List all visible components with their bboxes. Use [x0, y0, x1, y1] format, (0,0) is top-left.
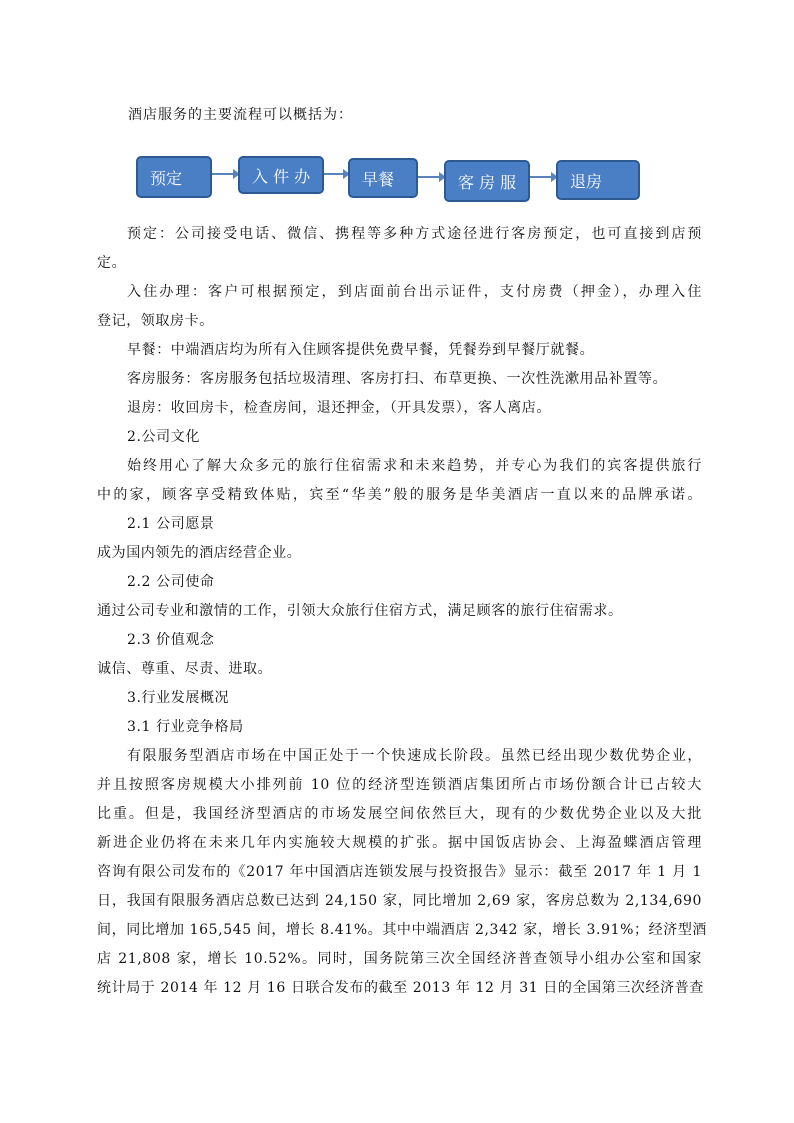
paragraph-line: 中的家，顾客享受精致体贴，宾至“华美”般的服务是华美酒店一直以来的品牌承诺。 — [97, 487, 702, 503]
section-heading: 3.1 行业竞争格局 — [127, 719, 244, 735]
paragraph-line: 始终用心了解大众多元的旅行住宿需求和未来趋势，并专心为我们的宾客提供旅行 — [127, 458, 702, 474]
body-text — [97, 220, 708, 1003]
paragraph-line: 早餐：中端酒店均为所有入住顾客提供免费早餐，凭餐券到早餐厅就餐。 — [127, 342, 595, 358]
paragraph-line: 预定：公司接受电话、微信、携程等多种方式途径进行客房预定，也可直接到店预 — [127, 226, 702, 242]
flow-step-breakfast: 早餐 — [348, 158, 418, 198]
paragraph-line: 比重。但是，我国经济型酒店的市场发展空间依然巨大，现有的少数优势企业以及大批 — [97, 806, 702, 822]
paragraph-line: 咨询有限公司发布的《2017 年中国酒店连锁发展与投资报告》显示：截至 2017 年 1 月 1 — [97, 864, 702, 880]
paragraph-line: 新进企业仍将在未来几年内实施较大规模的扩张。据中国饭店协会、上海盈蝶酒店管理 — [97, 835, 702, 851]
flow-step-checkout: 退房 — [556, 160, 640, 200]
paragraph-line: 登记，领取房卡。 — [97, 313, 214, 329]
flow-arrow — [324, 173, 348, 175]
section-heading: 3.行业发展概况 — [127, 690, 230, 706]
paragraph-line: 日，我国有限服务酒店总数已达到 24,150 家，同比增加 2,69 家，客房总数为 2,134,690 — [97, 893, 702, 909]
flow-step-room-service: 客 房 服 — [444, 160, 530, 202]
flow-arrow — [418, 176, 444, 178]
paragraph-line: 有限服务型酒店市场在中国正处于一个快速成长阶段。虽然已经出现少数优势企业， — [127, 748, 702, 764]
process-flowchart — [0, 0, 794, 220]
intro-text: 酒店服务的主要流程可以概括为： — [128, 107, 353, 123]
paragraph-line: 成为国内领先的酒店经营企业。 — [97, 545, 302, 561]
flow-arrow — [530, 176, 556, 178]
paragraph-line: 统计局于 2014 年 12 月 16 日联合发布的截至 2013 年 12 月 31 日的全国第三次经济普查 — [97, 980, 704, 996]
paragraph-line: 定。 — [97, 255, 127, 271]
paragraph-line: 入住办理：客户可根据预定，到店面前台出示证件，支付房费（押金），办理入住 — [127, 284, 702, 300]
flow-arrow — [212, 173, 238, 175]
section-heading: 2.1 公司愿景 — [127, 516, 215, 532]
paragraph-line: 并且按照客房规模大小排列前 10 位的经济型连锁酒店集团所占市场份额合计已占较大 — [97, 777, 702, 793]
flow-step-reservation: 预定 — [136, 156, 212, 198]
flow-step-checkin: 入 件 办 — [238, 156, 324, 194]
paragraph-line: 间，同比增加 165,545 间，增长 8.41%。其中中端酒店 2,342 家，增长 3.91%；经济型酒 — [97, 922, 708, 938]
paragraph-line: 通过公司专业和激情的工作，引领大众旅行住宿方式，满足顾客的旅行住宿需求。 — [97, 603, 623, 619]
section-heading: 2.3 价值观念 — [127, 632, 215, 648]
section-heading: 2.2 公司使命 — [127, 574, 215, 590]
paragraph-line: 退房：收回房卡，检查房间，退还押金，（开具发票），客人离店。 — [127, 400, 551, 416]
section-heading: 2.公司文化 — [127, 429, 200, 445]
paragraph-line: 店 21,808 家，增长 10.52%。同时，国务院第三次全国经济普查领导小组办公室和国家 — [97, 951, 702, 967]
paragraph-line: 客房服务：客房服务包括垃圾清理、客房打扫、布草更换、一次性洗漱用品补置等。 — [127, 371, 668, 387]
paragraph-line: 诚信、尊重、尽责、进取。 — [97, 661, 273, 677]
